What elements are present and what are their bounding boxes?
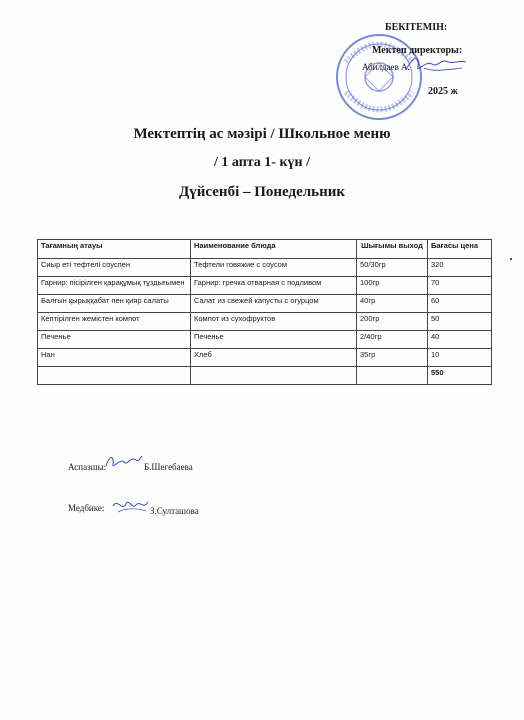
table-row: [38, 313, 492, 331]
yield: 200гр: [357, 313, 428, 331]
nurse-name: З.Султашова: [150, 506, 199, 516]
dish-ru: Печенье: [191, 331, 357, 349]
yield: 100гр: [357, 277, 428, 295]
dish-kz: Нан: [38, 349, 191, 367]
menu-day-name: Дүйсенбі – Понедельник: [178, 184, 346, 200]
table-row: [38, 349, 492, 367]
approval-title: БЕКІТЕМІН:: [385, 22, 448, 33]
table-row: [38, 295, 492, 313]
dish-ru: Хлеб: [191, 349, 357, 367]
price: 40: [428, 331, 492, 349]
empty-cell: [357, 367, 428, 385]
price: 50: [428, 313, 492, 331]
empty-cell: [38, 367, 191, 385]
header-price: Бағасы цена: [428, 240, 492, 259]
dish-kz: Гарнир: пісірілген қарақұмық тұздығымен: [38, 277, 191, 295]
price: 60: [428, 295, 492, 313]
director-signature: [404, 52, 468, 76]
price: 10: [428, 349, 492, 367]
table-row: [38, 259, 492, 277]
nurse-signature: [110, 496, 150, 516]
dish-ru: Тефтели говяжие с соусом: [191, 259, 357, 277]
dish-ru: Салат из свежей капусты с огурцом: [191, 295, 357, 313]
table-header-row: [38, 240, 492, 259]
empty-cell: [191, 367, 357, 385]
price: 320: [428, 259, 492, 277]
cook-name: Б.Шегебаева: [144, 462, 193, 472]
menu-title: Мектептің ас мәзірі / Школьное меню: [133, 126, 391, 142]
approval-date: 2025 ж: [428, 86, 458, 97]
header-yield: Шығымы выход: [357, 240, 428, 259]
cook-label: Аспазшы:: [68, 462, 107, 472]
total-price: 550: [428, 367, 492, 385]
yield: 35гр: [357, 349, 428, 367]
approval-name: Абилдаев А.: [362, 62, 410, 72]
header-dish-kz: Тағамның атауы: [38, 240, 191, 259]
dish-kz: Балғын қырыққабат пен қияр салаты: [38, 295, 191, 313]
yield: 40гр: [357, 295, 428, 313]
dish-kz: Сиыр еті тефтелі соуспен: [38, 259, 191, 277]
total-row: [38, 367, 492, 385]
scan-speck: [510, 258, 512, 260]
menu-week-day: / 1 апта 1- күн /: [213, 155, 310, 170]
table-row: [38, 331, 492, 349]
nurse-label: Медбике:: [68, 503, 105, 513]
menu-table: [37, 239, 492, 385]
dish-kz: Печенье: [38, 331, 191, 349]
cook-signature: [104, 452, 144, 472]
dish-kz: Кептірілген жемістен компот: [38, 313, 191, 331]
price: 70: [428, 277, 492, 295]
approval-role: Мектеп директоры:: [372, 45, 463, 56]
dish-ru: Гарнир: гречка отварная с подливом: [191, 277, 357, 295]
dish-ru: Компот из сухофруктов: [191, 313, 357, 331]
header-dish-ru: Наименование блюда: [191, 240, 357, 259]
yield: 2/40гр: [357, 331, 428, 349]
table-row: [38, 277, 492, 295]
yield: 50/30гр: [357, 259, 428, 277]
